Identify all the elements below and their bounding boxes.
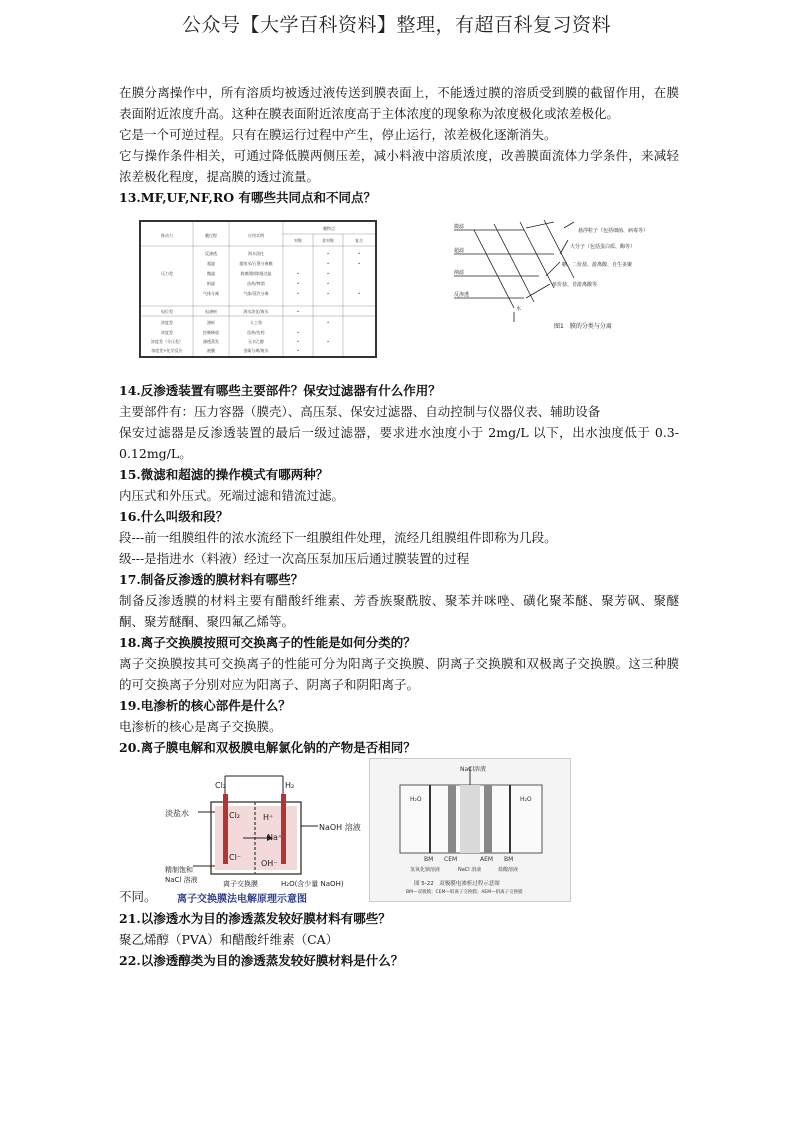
label-bm-2: BM — [504, 856, 514, 863]
label-bm-1: BM — [424, 856, 434, 863]
table-cell: 海水淡化/废水 — [243, 309, 269, 314]
question-17: 17.制备反渗透的膜材料有哪些？ — [119, 572, 304, 587]
label-clminus: Cl⁻ — [229, 853, 242, 862]
svg-text:•: • — [326, 251, 330, 256]
svg-text:•: • — [326, 291, 330, 296]
table-cell: 纳滤 — [207, 281, 215, 286]
paragraph: 它是一个可逆过程。只有在膜运行过程中产生，停止运行，浓差极化逐渐消失。 — [119, 127, 557, 142]
label-dilute-brine: 淡盐水 — [165, 809, 189, 818]
label-membrane: 离子交换膜 — [223, 880, 258, 888]
table-cell: 电渗析 — [205, 309, 217, 314]
table-header: 应用实例 — [248, 233, 264, 238]
answer-16-1: 段---前一组膜组件的浓水流经下一组膜组件处理，流经几组膜组件即称为几段。 — [119, 530, 557, 545]
table-cell: 渗析 — [207, 320, 215, 325]
svg-text:•: • — [326, 281, 330, 286]
table-header: 推动力 — [161, 233, 173, 238]
answer-18: 离子交换膜按其可交换离子的性能可分为阳离子交换膜、阴离子交换膜和双极离子交换膜。这三种膜的可交换离子分别对应为阳离子、阴离子和阴阳离子。 — [119, 656, 679, 692]
table-cell: 除菌/除/除细过滤 — [240, 271, 272, 276]
table-subheader: 对称 — [294, 238, 302, 243]
diagram-caption: 图1 膜的分类与分离 — [554, 323, 612, 330]
answer-14-2: 保安过滤器是反渗透装置的最后一级过滤器，要求进水浊度小于 2mg/L 以下，出水浊度低于 0.3-0.12mg/L。 — [119, 425, 679, 461]
label-h2o-right: H₂O — [520, 796, 532, 803]
page-header: 公众号【大学百科资料】整理，有超百科复习资料 — [181, 14, 611, 36]
svg-text:•: • — [326, 320, 330, 325]
table-cell: 电位差 — [161, 309, 173, 314]
diagram-left-label: 纳滤 — [454, 270, 465, 276]
table-subheader: 复合 — [355, 238, 363, 243]
table-cell: 微滤 — [207, 271, 215, 276]
paragraph: 在膜分离操作中，所有溶质均被透过液传送到膜表面上，不能透过膜的溶质受到膜的截留作用，在膜表面附近浓度升高。这种在膜表面附近浓度高于主体浓度的现象称为浓度极化或浓差极化。 — [119, 85, 679, 121]
label-cl2-inner: Cl₂ — [229, 811, 241, 820]
table-cell: 反渗透 — [205, 251, 217, 256]
bipolar-membrane-figure — [369, 758, 571, 902]
diagram-right-label: 大分子（包括蛋白质、酶等） — [570, 244, 636, 250]
table-subheader: 非对称 — [322, 238, 334, 243]
table-cell: 无水乙醇 — [248, 339, 264, 344]
question-19: 19.电渗析的核心部件是什么？ — [119, 698, 291, 713]
label-out-hcl: 盐酸溶液 — [498, 867, 519, 873]
table-cell: 气体/蒸汽分离 — [243, 291, 269, 296]
svg-text:•: • — [357, 261, 361, 266]
answer-15: 内压式和外压式。死端过滤和错流过滤。 — [119, 488, 345, 503]
answer-21: 聚乙烯醇（PVA）和醋酸纤维素（CA） — [119, 932, 339, 947]
label-out-naoh: 氢氧化钠溶液 — [410, 867, 441, 873]
question-13: 13.MF,UF,NF,RO 有哪些共同点和不同点？ — [119, 190, 376, 205]
question-22: 22.以渗透醇类为目的渗透蒸发较好膜材料是什么？ — [119, 953, 404, 968]
table-cell: 人工肾 — [250, 320, 262, 325]
question-16: 16.什么叫级和段？ — [119, 509, 229, 524]
label-h2o-left: H₂O — [410, 796, 422, 803]
svg-text:•: • — [296, 309, 300, 314]
table-cell: 浓度差 — [161, 330, 173, 335]
document-body — [119, 82, 679, 971]
svg-text:•: • — [357, 291, 361, 296]
label-hplus: H⁺ — [263, 813, 274, 822]
table-header: 膜特点 — [323, 226, 335, 231]
diagram-water-label: 水 — [516, 306, 522, 312]
diagram-right-label: 单价盐、非游离酸等 — [552, 282, 598, 288]
answer-20: 不同。 — [119, 889, 157, 904]
answer-16-2: 级---是指进水（料液）经过一次高压泵加压后通过膜装置的过程 — [119, 551, 470, 566]
table-cell: 液膜 — [207, 348, 215, 353]
svg-text:•: • — [296, 348, 300, 353]
table-cell: 医药/农药 — [247, 330, 265, 335]
table-cell: 超纯水/石墨分离膜 — [239, 261, 273, 266]
label-naplus: Na⁺ — [267, 833, 283, 842]
table-cell: 压力差 — [161, 271, 173, 276]
table-cell: 浓度差+化学反应 — [151, 348, 183, 353]
table-cell: 气体分离 — [203, 291, 219, 296]
label-h2: H₂ — [285, 781, 295, 790]
label-cl2: Cl₂ — [215, 781, 227, 790]
diagram-left-label: 超滤 — [454, 248, 465, 254]
label-nacl-top: NaCl溶液 — [460, 766, 487, 773]
table-header: 膜过程 — [205, 233, 217, 238]
figure-row-13 — [119, 208, 679, 380]
figure-caption: 离子交换膜法电解原理示意图 — [177, 894, 307, 905]
table-cell: 浓度差（分压差） — [151, 339, 183, 344]
ion-membrane-electrolysis-figure — [163, 772, 363, 906]
label-ohminus: OH⁻ — [261, 859, 278, 868]
svg-text:•: • — [296, 330, 300, 335]
label-water: H₂O(含少量 NaOH) — [281, 880, 344, 888]
question-18: 18.离子交换膜按照可交换离子的性能是如何分类的？ — [119, 635, 416, 650]
label-out-nacl: NaCl 溶液 — [458, 867, 482, 873]
membrane-separation-diagram — [454, 218, 684, 348]
diagram-right-label: 悬浮粒子（包括细菌、病毒等） — [578, 228, 649, 234]
answer-14-1: 主要部件有：压力容器（膜壳）、高压泵、保安过滤器、自动控制与仪器仪表、辅助设备 — [119, 404, 601, 419]
svg-text:•: • — [326, 339, 330, 344]
label-aem: AEM — [480, 856, 494, 863]
svg-text:•: • — [296, 339, 300, 344]
table-cell: 控制释放 — [203, 330, 219, 335]
label-brine: 精制饱和 — [165, 866, 193, 874]
table-cell: 医药/啤酒 — [247, 281, 265, 286]
diagram-left-label: 微滤 — [454, 224, 465, 230]
svg-text:•: • — [296, 271, 300, 276]
label-brine-2: NaCl 溶液 — [165, 876, 198, 884]
svg-text:•: • — [296, 291, 300, 296]
table-cell: 浓度差 — [161, 320, 173, 325]
diagram-right-label: 糖、二价盐、游离酸、自生多聚 — [562, 262, 633, 268]
question-14: 14.反渗透装置有哪些主要部件？保安过滤器有什么作用？ — [119, 383, 441, 398]
svg-text:•: • — [296, 281, 300, 286]
question-15: 15.微滤和超滤的操作模式有哪两种？ — [119, 467, 329, 482]
table-cell: 金属分离/废水 — [243, 348, 269, 353]
table-cell: 海水淡化 — [248, 251, 264, 256]
table-cell: 渗透蒸发 — [203, 339, 219, 344]
table-cell: 超滤 — [207, 261, 215, 266]
question-20: 20.离子膜电解和双极膜电解氯化钠的产物是否相同？ — [119, 740, 416, 755]
figure-row-20 — [119, 758, 679, 908]
paragraph: 它与操作条件相关，可通过降低膜两侧压差，减小料液中溶质浓度，改善膜面流体力学条件，来减轻浓差极化程度，提高膜的透过流量。 — [119, 148, 679, 184]
figure-caption-2: BM—双极膜；CEM—阳离子交换膜；AEM—阴离子交换膜 — [406, 890, 523, 895]
figure-caption: 图 5-22 双极膜电渗析过程示意图 — [414, 881, 500, 887]
svg-text:•: • — [357, 251, 361, 256]
answer-17: 制备反渗透膜的材料主要有醋酸纤维素、芳香族聚酰胺、聚苯并咪唑、磺化聚苯醚、聚芳砜、聚醚酮、聚芳醚酮、聚四氟乙烯等。 — [119, 593, 679, 629]
svg-text:•: • — [326, 271, 330, 276]
label-naoh: NaOH 溶液 — [319, 823, 361, 832]
answer-19: 电渗析的核心是离子交换膜。 — [119, 719, 282, 734]
label-cem: CEM — [444, 856, 458, 863]
question-21: 21.以渗透水为目的渗透蒸发较好膜材料有哪些？ — [119, 911, 391, 926]
diagram-left-label: 反渗透 — [454, 292, 470, 298]
membrane-process-table — [139, 220, 377, 358]
svg-text:•: • — [326, 261, 330, 266]
